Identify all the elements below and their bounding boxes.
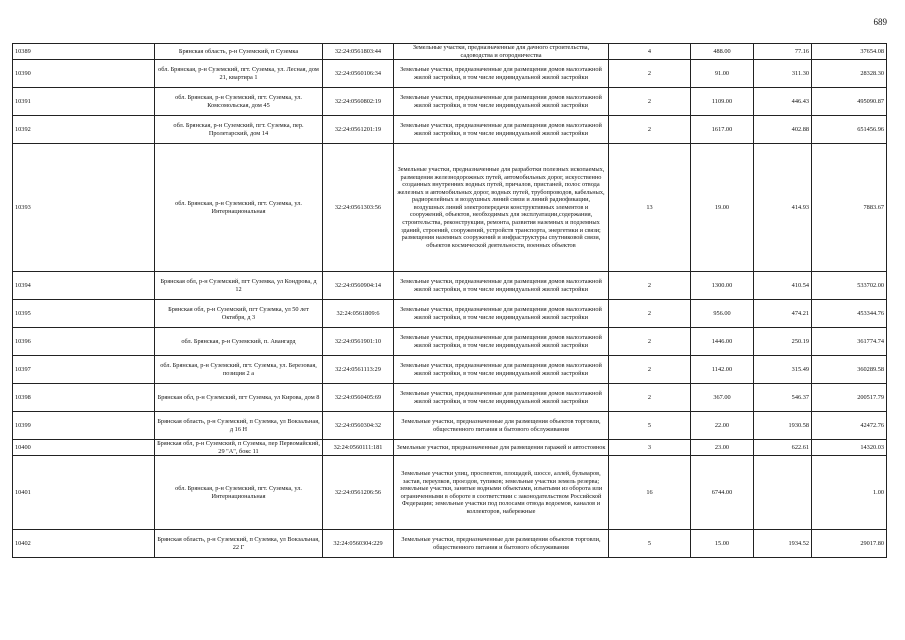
- record-number: 10394: [13, 272, 155, 300]
- land-area: 22.00: [691, 412, 754, 440]
- land-use-description: Земельные участки, предназначенные для размещения гаражей и автостоянок: [394, 440, 609, 456]
- table-row: [13, 412, 887, 440]
- table-row: [13, 530, 887, 558]
- specific-value: 1934.52: [754, 530, 812, 558]
- cadastral-number: 32:24:0561901:10: [323, 328, 394, 356]
- land-use-code: 2: [609, 356, 691, 384]
- table-row: [13, 88, 887, 116]
- land-area: 15.00: [691, 530, 754, 558]
- address-cell: обл. Брянская, р-н Суземский, пгт. Суземка, ул. Березовая, позиция 2 а: [155, 356, 323, 384]
- land-use-code: 2: [609, 116, 691, 144]
- table-row: [13, 144, 887, 272]
- table-row: [13, 116, 887, 144]
- table-row: [13, 44, 887, 60]
- land-use-code: 13: [609, 144, 691, 272]
- cadastral-value: 7883.67: [812, 144, 887, 272]
- land-use-code: 4: [609, 44, 691, 60]
- specific-value: 311.30: [754, 60, 812, 88]
- land-area: 1142.00: [691, 356, 754, 384]
- cadastral-value: 533702.00: [812, 272, 887, 300]
- land-area: 1446.00: [691, 328, 754, 356]
- cadastral-number: 32:24:0560802:19: [323, 88, 394, 116]
- record-number: 10401: [13, 456, 155, 530]
- address-cell: Брянская обл, р-н Суземский, пгт Суземка, ул Кондрова, д 12: [155, 272, 323, 300]
- land-use-description: Земельные участки, предназначенные для размещения объектов торговли, общественного питания и бытового обслуживания: [394, 530, 609, 558]
- land-use-code: 2: [609, 60, 691, 88]
- record-number: 10398: [13, 384, 155, 412]
- address-cell: обл. Брянская, р-н Суземский, пгт. Суземка, пер. Пролетарский, дом 14: [155, 116, 323, 144]
- specific-value: 414.93: [754, 144, 812, 272]
- cadastral-value: 42472.76: [812, 412, 887, 440]
- cadastral-number: 32:24:0561206:56: [323, 456, 394, 530]
- land-use-description: Земельные участки, предназначенные для дачного строительства, садоводства и огородничества: [394, 44, 609, 60]
- cadastral-number: 32:24:0561803:44: [323, 44, 394, 60]
- land-area: 6744.00: [691, 456, 754, 530]
- table-row: [13, 328, 887, 356]
- record-number: 10389: [13, 44, 155, 60]
- land-area: 1109.00: [691, 88, 754, 116]
- record-number: 10391: [13, 88, 155, 116]
- record-number: 10402: [13, 530, 155, 558]
- specific-value: 77.16: [754, 44, 812, 60]
- table-row: [13, 300, 887, 328]
- record-number: 10400: [13, 440, 155, 456]
- land-area: 956.00: [691, 300, 754, 328]
- cadastral-value: 360289.58: [812, 356, 887, 384]
- land-use-description: Земельные участки, предназначенные для размещения домов малоэтажной жилой застройки, в том числе индивидуальной жилой застройки: [394, 384, 609, 412]
- specific-value: 546.37: [754, 384, 812, 412]
- table-row: [13, 440, 887, 456]
- land-use-code: 2: [609, 88, 691, 116]
- land-use-code: 2: [609, 328, 691, 356]
- address-cell: обл. Брянская, р-н Суземский, пгт. Суземка, ул. Лесная, дом 21, квартира 1: [155, 60, 323, 88]
- cadastral-number: 32:24:0561809:6: [323, 300, 394, 328]
- record-number: 10399: [13, 412, 155, 440]
- land-use-code: 2: [609, 272, 691, 300]
- cadastral-number: 32:24:0560106:34: [323, 60, 394, 88]
- cadastral-value: 651456.96: [812, 116, 887, 144]
- address-cell: Брянская область, р-н Суземский, п Суземка: [155, 44, 323, 60]
- cadastral-number: 32:24:0560304:229: [323, 530, 394, 558]
- record-number: 10393: [13, 144, 155, 272]
- record-number: 10390: [13, 60, 155, 88]
- cadastral-value: 37654.08: [812, 44, 887, 60]
- cadastral-number: 32:24:0560904:14: [323, 272, 394, 300]
- cadastral-value: 200517.79: [812, 384, 887, 412]
- cadastral-number: 32:24:0561201:19: [323, 116, 394, 144]
- land-use-code: 5: [609, 530, 691, 558]
- land-area: 91.00: [691, 60, 754, 88]
- land-use-description: Земельные участки, предназначенные для размещения домов малоэтажной жилой застройки, в том числе индивидуальной жилой застройки: [394, 60, 609, 88]
- cadastral-value: 1.00: [812, 456, 887, 530]
- land-use-code: 5: [609, 412, 691, 440]
- table-row: [13, 456, 887, 530]
- land-area: 367.00: [691, 384, 754, 412]
- address-cell: обл. Брянская, р-н Суземский, пгт. Суземка, ул. Интернациональная: [155, 144, 323, 272]
- specific-value: 315.49: [754, 356, 812, 384]
- land-use-code: 2: [609, 300, 691, 328]
- specific-value: 622.61: [754, 440, 812, 456]
- land-use-description: Земельные участки улиц, проспектов, площадей, шоссе, аллей, бульваров, застав, переулков, проездов, тупиков; земельные участки земель резерва; земельные участки, занятые водными объектами, изъятыми из оборота или ограниченными в обороте в соответствии с законодательством Российской Федерации; земельные участки под полосами отвода водоемов, каналов и коллекторов, набережные: [394, 456, 609, 530]
- cadastral-number: 32:24:0560111:181: [323, 440, 394, 456]
- table-row: [13, 272, 887, 300]
- land-area: 1300.00: [691, 272, 754, 300]
- record-number: 10396: [13, 328, 155, 356]
- specific-value: 474.21: [754, 300, 812, 328]
- cadastral-value: 361774.74: [812, 328, 887, 356]
- cadastral-value-table: [12, 43, 887, 558]
- cadastral-number: 32:24:0560405:69: [323, 384, 394, 412]
- table-row: [13, 384, 887, 412]
- cadastral-number: 32:24:0561113:29: [323, 356, 394, 384]
- cadastral-value: 28328.30: [812, 60, 887, 88]
- specific-value: 402.88: [754, 116, 812, 144]
- address-cell: Брянская обл, р-н Суземский, пгт Суземка, ул Кирова, дом 8: [155, 384, 323, 412]
- land-use-description: Земельные участки, предназначенные для размещения домов малоэтажной жилой застройки, в том числе индивидуальной жилой застройки: [394, 328, 609, 356]
- land-use-description: Земельные участки, предназначенные для разработки полезных ископаемых, размещения железнодорожных путей, автомобильных дорог, искусственно созданных внутренних водных путей, причалов, пристаней, полос отвода железных и автомобильных дорог, водных путей, трубопроводов, кабельных, радиорелейных и воздушных линий связи и линий радиофикации, воздушных линий электропередачи конструктивных элементов и сооружений, объектов, необходимых для эксплуатации,содержания, строительства, реконструкции, ремонта, развития наземных и подземных зданий, строений, сооружений, устройств транспорта, энергетики и связи; размещения наземных сооружений и инфраструктуры спутниковой связи, объектов космической деятельности, военных объектов: [394, 144, 609, 272]
- land-use-description: Земельные участки, предназначенные для размещения домов малоэтажной жилой застройки, в том числе индивидуальной жилой застройки: [394, 272, 609, 300]
- table-row: [13, 60, 887, 88]
- land-use-code: 3: [609, 440, 691, 456]
- record-number: 10392: [13, 116, 155, 144]
- cadastral-value: 29017.80: [812, 530, 887, 558]
- specific-value: [754, 456, 812, 530]
- specific-value: 250.19: [754, 328, 812, 356]
- address-cell: Брянская обл, р-н Суземский, п Суземка, пер Первомайский, 29 "А", бокс 11: [155, 440, 323, 456]
- cadastral-value: 14320.03: [812, 440, 887, 456]
- address-cell: Брянская область, р-н Суземский, п Суземка, ул Вокзальная, 22 Г: [155, 530, 323, 558]
- land-area: 1617.00: [691, 116, 754, 144]
- land-use-description: Земельные участки, предназначенные для размещения домов малоэтажной жилой застройки, в том числе индивидуальной жилой застройки: [394, 300, 609, 328]
- address-cell: Брянская обл, р-н Суземский, пгт Суземка, ул 50 лет Октября, д 3: [155, 300, 323, 328]
- specific-value: 446.43: [754, 88, 812, 116]
- land-area: 488.00: [691, 44, 754, 60]
- specific-value: 410.54: [754, 272, 812, 300]
- cadastral-number: 32:24:0560304:32: [323, 412, 394, 440]
- address-cell: обл. Брянская, р-н Суземский, п. Авангард: [155, 328, 323, 356]
- cadastral-value: 495090.87: [812, 88, 887, 116]
- page-number: 689: [873, 17, 887, 27]
- land-use-code: 16: [609, 456, 691, 530]
- cadastral-value: 453344.76: [812, 300, 887, 328]
- record-number: 10397: [13, 356, 155, 384]
- table-row: [13, 356, 887, 384]
- land-use-description: Земельные участки, предназначенные для размещения объектов торговли, общественного питания и бытового обслуживания: [394, 412, 609, 440]
- land-use-description: Земельные участки, предназначенные для размещения домов малоэтажной жилой застройки, в том числе индивидуальной жилой застройки: [394, 356, 609, 384]
- address-cell: обл. Брянская, р-н Суземский, пгт. Суземка, ул. Интернациональная: [155, 456, 323, 530]
- land-area: 23.00: [691, 440, 754, 456]
- address-cell: обл. Брянская, р-н Суземский, пгт. Суземка, ул. Комсомольская, дом 45: [155, 88, 323, 116]
- address-cell: Брянская область, р-н Суземский, п Суземка, ул Вокзальная, д 16 Н: [155, 412, 323, 440]
- specific-value: 1930.58: [754, 412, 812, 440]
- land-use-description: Земельные участки, предназначенные для размещения домов малоэтажной жилой застройки, в том числе индивидуальной жилой застройки: [394, 116, 609, 144]
- land-use-description: Земельные участки, предназначенные для размещения домов малоэтажной жилой застройки, в том числе индивидуальной жилой застройки: [394, 88, 609, 116]
- cadastral-number: 32:24:0561303:56: [323, 144, 394, 272]
- land-use-code: 2: [609, 384, 691, 412]
- land-area: 19.00: [691, 144, 754, 272]
- record-number: 10395: [13, 300, 155, 328]
